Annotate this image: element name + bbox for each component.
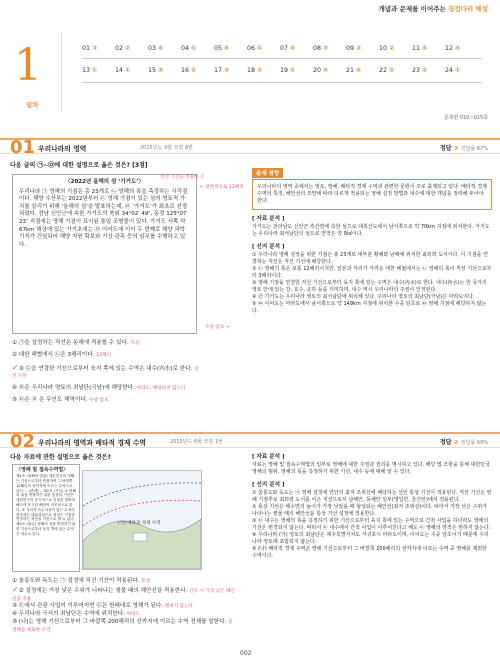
answer-value: ④ xyxy=(422,44,428,52)
day-number: 1 xyxy=(14,40,42,91)
question-text: 다음 자료에 관한 설명으로 옳은 것은? xyxy=(10,454,111,461)
analysis-text: 자료는 영해 및 접속수역법의 일부로 영해에 대한 주권과 권리를 명시하고 있다. 해당 법 조항을 통해 대한민국 영해의 범위, 영해의 폭을 측정하기 위한 기선, 내수 등에 대해 알 수 있다. xyxy=(252,462,490,475)
answer-cell xyxy=(346,67,379,74)
answer-cell xyxy=(247,45,280,52)
section-answer: 정답 ② 정답률 69% xyxy=(439,439,488,446)
choice-4[interactable]: ④ ㉣은 우리나라 영토의 최남단(극남)에 해당한다. 마라도, 해당하지 않는다 xyxy=(12,385,186,392)
answer-value: ③ xyxy=(158,66,164,74)
section-number: 01 xyxy=(10,137,36,158)
detail-3: ③ 영해 기점을 연결한 직선 기선으로부터 육지 쪽에 있는 수역은 내수(內水)로 한다. 내수(內水)는 한 국가의 영토 안에 있는 강, 호수, 운하 등을 의미하며, 내수 역시 우리나라의 주권이 인정된다. xyxy=(252,280,487,293)
question-number: 19 xyxy=(280,66,289,74)
question-number: 23 xyxy=(412,66,421,74)
annotation: 수중 암초 → xyxy=(205,325,230,330)
explanation-body: 우리나라의 영역 중에서는 영토, 영해, 배타적 경제 수역과 관련한 문항이 주로 출제되고 있다. 배타적 경제 수역의 특징, 해안선의 모양에 따라 다르게 적용되는 영해 설정 방법과 내수에 대한 개념을 정리해 두어야 한다. xyxy=(252,179,492,210)
choice-2[interactable]: ✓② 설정에는 가장 낮은 수위가 나타나는 썰물 때의 해안선을 적용한다. 간조 시 가장 낮은 해안선을 적용 xyxy=(12,584,235,602)
answer-cell xyxy=(148,45,181,52)
check-icon: ✓ xyxy=(12,362,19,372)
choice-3[interactable]: ✓③ ㉢을 연결한 기선으로부터 육지 쪽에 있는 수역은 내수(內水)로 한다. 직선 기선 xyxy=(12,362,199,380)
explanation-head: 출제 경향 xyxy=(252,168,283,178)
question-number: 03 xyxy=(148,44,157,52)
question-number: 17 xyxy=(214,66,223,74)
choices-02 xyxy=(12,578,237,635)
question-number: 05 xyxy=(214,44,223,52)
answer-cell xyxy=(280,67,313,74)
choice-1[interactable]: ① 울릉도와 독도는 ㉠ 설정에 직선 기선이 적용된다. 통상 xyxy=(12,578,151,584)
analysis-text: 가거도는 전라남도 신안군 흑산면에 속한 섬으로 대흑산도에서 남서쪽으로 약 70km 지점에 위치한다. 가거도는 우리나라 최서남단의 섬으로 면적은 약 9㎢이다. xyxy=(252,224,490,237)
divider xyxy=(82,82,482,83)
question-number: 09 xyxy=(346,44,355,52)
section-header-02 xyxy=(0,431,500,452)
detail-label: [ 선지 분석 ] xyxy=(252,482,285,488)
answer-value: ④ xyxy=(323,66,329,74)
law-box xyxy=(12,464,80,572)
question-number: 01 xyxy=(82,44,91,52)
answer-cell xyxy=(445,45,478,52)
answer-value: ③ xyxy=(92,44,98,52)
question-number: 04 xyxy=(181,44,190,52)
question-number: 08 xyxy=(313,44,322,52)
figure-label: (가) 배타적 경제 수역 xyxy=(118,521,161,526)
question-number: 10 xyxy=(379,44,388,52)
answer-cell xyxy=(115,67,148,74)
question-number: 24 xyxy=(445,66,454,74)
choice-5[interactable]: ⑤ ㉤은 ㉣ 은 무인도 해역이다. 수중 암초 xyxy=(12,396,109,403)
answer-cell xyxy=(181,67,214,74)
passage-text: 우리나라 ㉠ 영해의 기점은 총 23개로 ㉡ 영해의 폭을 측정하는 시작점이다. 해양 수산부는 2022년부터 ㉢ 영해 기점이 있는 섬의 영토적 가치를 알리기 위해 ‘올해의 섬’을 발표하는데, ㉣ ‘가거도’가 최초로 선정되었다. 전남 신안군에 속한 가거도의 북위 34°02′ 49″, 동경 125°07′ 23″ 지점에는 영해 기점이 표시된 통일 조형물이 있다. 가거도 서쪽 약 67km 해상에 있는 가거초에는 ㉤ 이어도에 이어 두 번째로 해양 과학 기지가 건설되어 해양 자원 확보와 기상 관측 등의 임무를 수행하고 있다. xyxy=(19,188,188,248)
detail-1: ① 울릉도와 독도는 ㉠ 영해 설정에 연안의 최저 조위선에 해당하는 선인 통상 기선이 적용된다. 직선 기선은 영해 기점추로 최외곽 도서를 이은 직선으로서 남해안, 동해안 일부(영일만, 울산만)에서 적용된다. xyxy=(252,490,492,503)
answer-value: ④ xyxy=(158,44,164,52)
choices-01 xyxy=(12,340,232,405)
question-text: 다음 글의 ㉠~㉤에 대한 설명으로 옳은 것은? [3점] xyxy=(10,162,148,169)
question-number: 20 xyxy=(313,66,322,74)
question-number: 13 xyxy=(82,66,91,74)
answer-value: ④ xyxy=(356,66,362,74)
detail-3: ③ ㉢ 내수는 영해의 폭을 측정하기 위한 기선으로부터 육지 쪽에 있는 수역으로 간척 사업을 하더라도 영해의 기선은 변경되지 않는다. 따라서 ㉢ 내수에서 간척 사업이 이루어진다고 해도 ㉢ 영해의 면적은 변하지 않는다. xyxy=(252,518,491,531)
answer-row-2 xyxy=(82,62,482,78)
day-label: 일차 xyxy=(26,101,39,109)
answer-caption: 문제편 010~015쪽 xyxy=(443,115,488,121)
answer-cell xyxy=(82,45,115,52)
answer-cell xyxy=(412,45,445,52)
detail-2: ② ㉡ 영해의 폭은 보통 12해리이지만, 일본과 거리가 가까운 대한 해협에서는 ㉡ 영해의 폭이 직선 기선으로부터 3해리이다. xyxy=(252,266,492,279)
choice-1[interactable]: ① ㉠을 설정하는 직선은 동해에 적용할 수 있다. 직선 xyxy=(12,340,140,346)
question-number: 16 xyxy=(181,66,190,74)
law-text: 제1조 (영해의 범위) 대한민국의 영해는 기선으로부터 측정하여 그 바깥쪽 12해리의 선까지에 이르는 수역으로 한다. …(중략)… 제2조 (기선) ① 영해의 폭을 측정하기 위한 통상의 기선은 대한민국이 공식적으로 인정한 대축척 해도에 표시된 해안의 저조선으로 한다. ② 지리적 특수사정이 있는 수역의 경우에는 대통령령으로 정하는 기점을 연결하는 직선을 기선으로 할 수 있다. 제3조 (내수) 영해의 폭을 측정하기 위한 기선으로부터 육지 쪽에 있는 수역은 내수로 한다. xyxy=(16,474,76,536)
choice-3[interactable]: ③ ㉢에서 관광 사업이 이루어지면 ㉢은 원래대로 영해가 된다. 변하지 않는다 xyxy=(12,603,193,610)
detail-4: ④ 우리나라 (가) 영토의 최남단은 제주특별자치도 서귀포시 마라도이며, 이어도는 수중 암초이기 때문에 우리나라 영토에 포함되지 않는다. xyxy=(252,532,489,545)
answer-cell xyxy=(379,45,412,52)
question-number: 18 xyxy=(247,66,256,74)
answer-value: ④ xyxy=(290,44,296,52)
explanation-01 xyxy=(252,160,492,315)
answer-value: ① xyxy=(455,66,461,74)
answer-cell xyxy=(214,45,247,52)
passage-box xyxy=(12,174,197,334)
answer-cell xyxy=(115,45,148,52)
section-title: 우리나라의 영역과 배타적 경제 수역 xyxy=(38,439,146,447)
answer-cell xyxy=(214,67,247,74)
answer-value: ② xyxy=(389,44,395,52)
question-number: 15 xyxy=(148,66,157,74)
answer-row-1 xyxy=(82,40,482,56)
analysis-label: [ 자료 분석 ] xyxy=(252,216,285,222)
section-source: 2015년도 6월 모평 1번 xyxy=(170,439,223,445)
explanation-02 xyxy=(252,452,492,560)
answer-value: ② xyxy=(389,66,395,74)
question-number: 14 xyxy=(115,66,124,74)
annotation: ← 일반적으로 12해리 xyxy=(200,185,244,190)
question-number: 22 xyxy=(379,66,388,74)
section-source: 2015년도 9월 모평 8번 xyxy=(140,145,193,151)
detail-4: ④ ㉣ 가거도는 우리나라 영토의 최서남단에 위치해 있다. 우리나라 영토의 최남단(극남)은 마라도이다. xyxy=(252,294,475,300)
detail-label: [ 선지 분석 ] xyxy=(252,244,285,250)
answer-value: ③ xyxy=(356,44,362,52)
answer-table xyxy=(82,40,482,78)
answer-value: ① xyxy=(125,66,131,74)
answer-value: ③ xyxy=(323,44,329,52)
section-header-01 xyxy=(0,137,500,158)
answer-value: ② xyxy=(257,66,263,74)
answer-cell xyxy=(379,67,412,74)
choice-5[interactable]: ⑤ (나)는 영해 기선으로부터 그 바깥쪽 200해리의 선까지에 이르는 수역 전체를 말한다. 중 영해를 제외한 수역 xyxy=(12,618,233,633)
detail-5: ⑤ ㉤ 이어도는 마라도에서 남서쪽으로 약 149km 지점에 위치한 수중 암초로 ㉤ 영해 기점에 해당하지 않는다. xyxy=(252,301,487,314)
answer-cell xyxy=(181,45,214,52)
answer-value: ⑤ xyxy=(191,44,197,52)
answer-cell xyxy=(313,45,346,52)
passage-title: 〈2022년 올해의 섬 ‘가거도’〉 xyxy=(65,179,144,185)
answer-value: ⑤ xyxy=(191,66,197,74)
answer-value: ② xyxy=(422,66,428,74)
question-number: 07 xyxy=(280,44,289,52)
choice-2[interactable]: ② 대한 해협에서 ㉡은 3해리이다. 12해리 xyxy=(12,351,112,358)
answer-cell xyxy=(82,67,115,74)
answer-value: ③ xyxy=(224,66,230,74)
detail-2: ② 통상 기선은 해수면의 높이가 가장 낮았을 때 형성되는 해안선(최저 조위선)이다. 따라서 가장 낮은 수위가 나타나는 썰물 때의 해안선을 통상 기선 설정에 적용한다. xyxy=(252,504,488,517)
answer-cell xyxy=(280,45,313,52)
answer-cell xyxy=(148,67,181,74)
check-icon: ✓ xyxy=(12,584,19,594)
page-tagline: 개념과 문제를 이어주는 징검다리 해설 xyxy=(378,5,488,13)
law-title: 〈영해 및 접속수역법〉 xyxy=(16,467,69,473)
question-number: 11 xyxy=(412,44,421,52)
answer-cell xyxy=(346,45,379,52)
answer-cell xyxy=(247,67,280,74)
answer-value: ④ xyxy=(455,44,461,52)
answer-value: ⑤ xyxy=(290,66,296,74)
annotation: 직선 기선을 적용한 곳 xyxy=(160,175,205,180)
detail-5: ⑤ (나) 배타적 경제 수역은 영해 기선으로부터 그 바깥쪽 200해리의 선까지에 이르는 수역 중 영해를 제외한 수역이다. xyxy=(252,546,487,559)
detail-1: ① 우리나라 영해 설정을 위한 기점은 총 23개로 대부분 황해와 남해에 위치한 최외곽 도서이다. 이 기점을 연결하는 직선은 직선 기선에 해당한다. xyxy=(252,252,488,265)
section-title: 우리나라의 영역 xyxy=(38,145,87,153)
answer-cell xyxy=(445,67,478,74)
choice-4[interactable]: ④ 우리나라 극서의 최남단은 수역에 위치한다. 마라도 xyxy=(12,611,141,618)
question-number: 02 xyxy=(115,44,124,52)
question-number: 12 xyxy=(445,44,454,52)
answer-cell xyxy=(412,67,445,74)
page-number: 002 xyxy=(240,650,252,657)
answer-value: ④ xyxy=(224,44,230,52)
question-number: 21 xyxy=(346,66,355,74)
question-number: 06 xyxy=(247,44,256,52)
section-number: 02 xyxy=(10,431,36,452)
section-answer: 정답 ③ 정답률 67% xyxy=(439,145,488,152)
answer-value: ② xyxy=(125,44,131,52)
divider xyxy=(82,58,482,59)
answer-value: ① xyxy=(92,66,98,74)
answer-cell xyxy=(313,67,346,74)
analysis-label: [ 자료 분석 ] xyxy=(252,454,285,460)
answer-value: ⑤ xyxy=(257,44,263,52)
